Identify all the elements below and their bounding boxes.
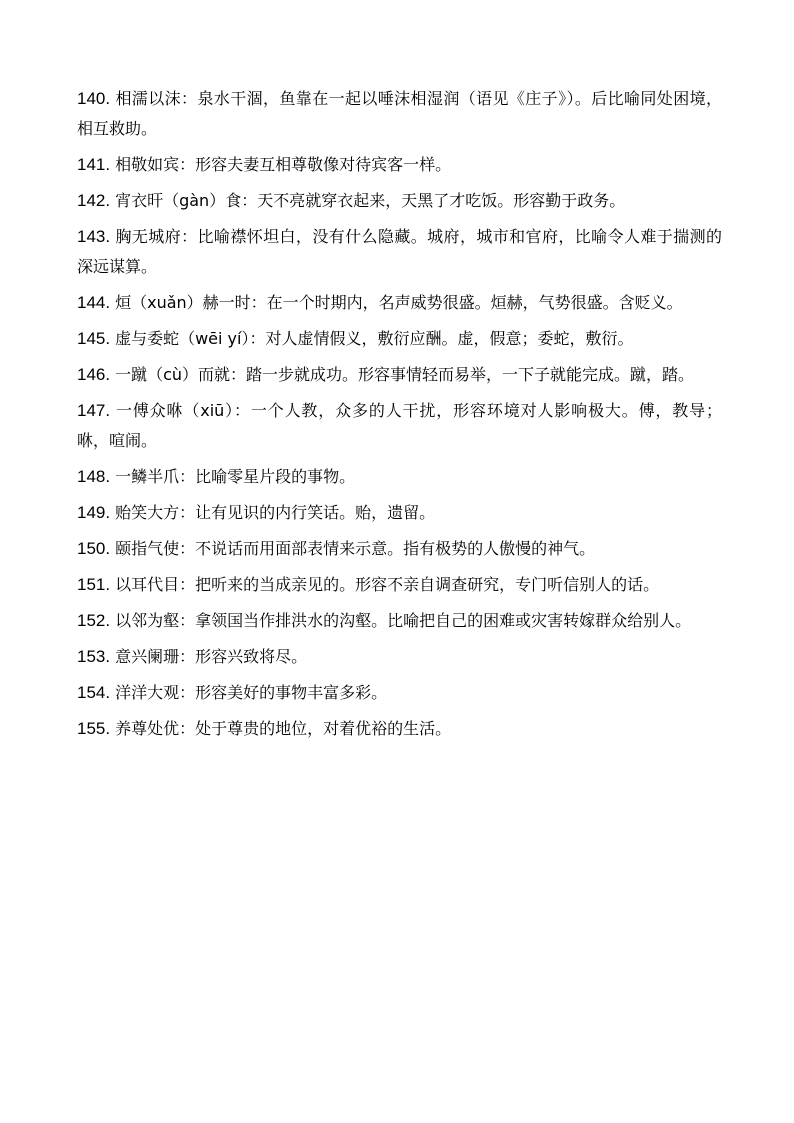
entry-text: 以邻为壑：拿领国当作排洪水的沟壑。比喻把自己的困难或灾害转嫁群众给别人。 bbox=[115, 611, 692, 630]
entry-text: 一鳞半爪：比喻零星片段的事物。 bbox=[115, 467, 356, 486]
idiom-entry-143 bbox=[77, 222, 722, 282]
idiom-entry-150 bbox=[77, 534, 722, 564]
entry-number: 140. bbox=[77, 89, 111, 108]
idiom-entry-146 bbox=[77, 360, 722, 390]
entry-text: 相濡以沫：泉水干涸，鱼靠在一起以唾沫相湿润（语见《庄子》）。后比喻同处困境，相互救助。 bbox=[77, 89, 722, 138]
entry-text: 颐指气使：不说话而用面部表情来示意。指有极势的人傲慢的神气。 bbox=[115, 539, 596, 558]
entry-number: 143. bbox=[77, 227, 111, 246]
idiom-entry-153 bbox=[77, 642, 722, 672]
entry-number: 147. bbox=[77, 401, 111, 420]
idiom-entry-147 bbox=[77, 396, 722, 456]
idiom-entry-154 bbox=[77, 678, 722, 708]
entry-text: 贻笑大方：让有见识的内行笑话。贻，遗留。 bbox=[115, 503, 436, 522]
entry-text: 洋洋大观：形容美好的事物丰富多彩。 bbox=[115, 683, 388, 702]
idiom-entry-152 bbox=[77, 606, 722, 636]
idiom-entry-144 bbox=[77, 288, 722, 318]
entry-number: 149. bbox=[77, 503, 111, 522]
entry-number: 145. bbox=[77, 329, 111, 348]
entry-text: 胸无城府：比喻襟怀坦白，没有什么隐藏。城府，城市和官府，比喻令人难于揣测的深远谋算。 bbox=[77, 227, 722, 276]
entry-text: 一傅众咻（xiū）：一个人教，众多的人干扰，形容环境对人影响极大。傅，教导；咻，喧闹。 bbox=[77, 401, 722, 450]
entry-text: 意兴阑珊：形容兴致将尽。 bbox=[115, 647, 308, 666]
entry-number: 154. bbox=[77, 683, 111, 702]
idiom-entry-155 bbox=[77, 714, 722, 744]
idiom-entry-140 bbox=[77, 84, 722, 144]
entry-text: 相敬如宾：形容夫妻互相尊敬像对待宾客一样。 bbox=[115, 155, 452, 174]
entry-text: 宵衣旰（gàn）食：天不亮就穿衣起来，天黑了才吃饭。形容勤于政务。 bbox=[115, 191, 626, 210]
entry-number: 142. bbox=[77, 191, 111, 210]
idiom-entry-141 bbox=[77, 150, 722, 180]
entry-number: 153. bbox=[77, 647, 111, 666]
entry-number: 150. bbox=[77, 539, 111, 558]
entry-number: 146. bbox=[77, 365, 111, 384]
idiom-entry-149 bbox=[77, 498, 722, 528]
idiom-entry-148 bbox=[77, 462, 722, 492]
entry-number: 141. bbox=[77, 155, 111, 174]
entry-number: 155. bbox=[77, 719, 111, 738]
entry-number: 152. bbox=[77, 611, 111, 630]
idiom-entry-142 bbox=[77, 186, 722, 216]
entry-text: 养尊处优：处于尊贵的地位，对着优裕的生活。 bbox=[115, 719, 452, 738]
entry-text: 虚与委蛇（wēi yí）：对人虚情假义，敷衍应酬。虚，假意；委蛇，敷衍。 bbox=[115, 329, 634, 348]
entry-text: 烜（xuǎn）赫一时：在一个时期内，名声威势很盛。烜赫，气势很盛。含贬义。 bbox=[115, 293, 683, 312]
entry-number: 148. bbox=[77, 467, 111, 486]
entry-text: 一蹴（cù）而就：踏一步就成功。形容事情轻而易举，一下子就能完成。蹴，踏。 bbox=[115, 365, 695, 384]
entry-number: 151. bbox=[77, 575, 111, 594]
entry-text: 以耳代目：把听来的当成亲见的。形容不亲自调查研究，专门听信别人的话。 bbox=[115, 575, 660, 594]
idiom-entry-145 bbox=[77, 324, 722, 354]
idiom-entry-151 bbox=[77, 570, 722, 600]
idiom-list bbox=[77, 84, 722, 750]
entry-number: 144. bbox=[77, 293, 111, 312]
